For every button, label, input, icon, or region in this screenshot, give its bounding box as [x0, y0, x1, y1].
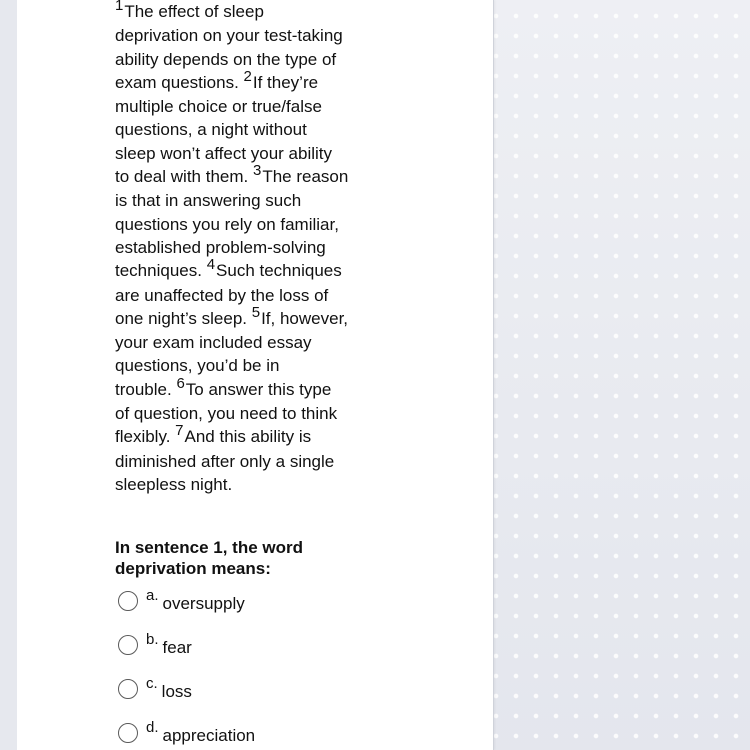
sentence-number: 1 — [115, 0, 124, 14]
option-text-d: appreciation — [162, 726, 256, 745]
passage-line: questions, a night without — [115, 120, 307, 140]
answer-option-b[interactable] — [118, 632, 192, 658]
passage-line: questions, you’d be in — [115, 356, 280, 376]
option-letter-b: b. — [146, 630, 159, 648]
question-prompt: In sentence 1, the word deprivation means: — [115, 538, 303, 578]
passage-line: sleep won’t affect your ability — [115, 143, 333, 163]
option-letter-c: c. — [146, 674, 158, 692]
passage-line: flexibly. — [115, 427, 176, 447]
passage-line: of question, you need to think — [115, 404, 338, 424]
sentence-number: 5 — [251, 303, 261, 321]
option-letter-d: d. — [146, 718, 159, 736]
passage-line: If, however, — [261, 308, 349, 328]
option-letter-a: a. — [146, 586, 159, 604]
passage-line: established problem-solving — [115, 237, 326, 257]
sentence-number: 6 — [176, 374, 185, 392]
answer-option-a[interactable] — [118, 588, 245, 614]
passage-line: If they’re — [252, 72, 319, 92]
sentence-number: 2 — [243, 67, 252, 85]
left-gutter — [0, 0, 18, 750]
sentence-number: 7 — [175, 422, 184, 440]
passage-line: Such techniques — [216, 261, 342, 281]
passage-line: And this ability is — [184, 427, 312, 447]
passage-line: diminished after only a single — [115, 451, 335, 471]
sentence-number: 3 — [252, 162, 262, 180]
option-text-c: loss — [161, 682, 192, 701]
radio-button-b[interactable] — [118, 635, 138, 655]
radio-button-c[interactable] — [118, 679, 138, 699]
passage-line: to deal with them. — [115, 167, 253, 187]
passage-line: To answer this type — [185, 379, 332, 399]
passage-line: sleepless night. — [115, 474, 233, 494]
radio-button-a[interactable] — [118, 591, 138, 611]
radio-button-d[interactable] — [118, 723, 138, 743]
passage-line: multiple choice or true/false — [115, 97, 322, 117]
passage-line: The reason — [262, 167, 349, 187]
reading-passage — [115, 0, 367, 496]
passage-line: questions you rely on familiar, — [115, 214, 339, 234]
option-text-a: oversupply — [162, 594, 245, 613]
passage-line: your exam included essay — [115, 333, 312, 353]
passage-line: ability depends on the type of — [115, 49, 337, 69]
answer-option-c[interactable] — [118, 676, 192, 702]
passage-line: The effect of sleep — [124, 2, 264, 21]
passage-line: trouble. — [115, 379, 177, 399]
passage-line: exam questions. — [115, 72, 244, 92]
passage-line: are unaffected by the loss of — [115, 285, 329, 305]
answer-option-d[interactable] — [118, 720, 255, 746]
passage-line: is that in answering such — [115, 191, 302, 211]
option-text-b: fear — [162, 638, 192, 657]
passage-line: deprivation on your test-taking — [115, 26, 343, 46]
passage-line: one night’s sleep. — [115, 308, 252, 328]
passage-line: techniques. — [115, 261, 207, 281]
sentence-number: 4 — [206, 256, 216, 274]
